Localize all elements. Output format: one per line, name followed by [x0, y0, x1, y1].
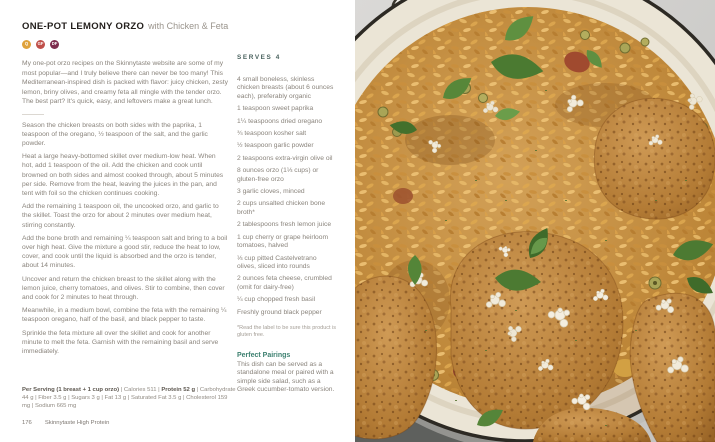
ingredient-item: 1 cup cherry or grape heirloom tomatoes, halved	[237, 233, 329, 250]
step-paragraph: Uncover and return the chicken breast to the skillet along with the lemon juice, cherry tomatoes, and olives. Stir to combine, then cover and cook for 2 minutes to heat through.	[22, 275, 225, 301]
step-paragraph: Meanwhile, in a medium bowl, combine the feta with the remaining ¼ teaspoon oregano, half of the basil, and black pepper to taste.	[22, 307, 227, 324]
ingredient-item: ½ teaspoon garlic powder	[237, 142, 314, 150]
dairy-free-badge-icon: DF	[50, 40, 59, 49]
ingredient-item: Freshly ground black pepper	[237, 308, 322, 316]
ingredients-column	[237, 54, 337, 395]
page-number: 176	[22, 420, 32, 426]
nutrition-serving-size: Per Serving (1 breast + 1 cup orzo)	[22, 386, 120, 393]
ingredient-item: 8 ounces orzo (1⅓ cups) or gluten-free orzo	[237, 167, 319, 183]
page-footer	[22, 420, 109, 426]
ingredient-item: 1 teaspoon sweet paprika	[237, 105, 314, 113]
ingredient-item: 2 cups unsalted chicken bone broth*	[237, 200, 326, 216]
step-paragraph: Sprinkle the feta mixture all over the skillet and cook for another minute to melt the feta. Garnish with the remaining basil and serve immediately.	[22, 329, 219, 355]
diet-badges	[22, 40, 228, 49]
ingredient-item: ¼ cup chopped fresh basil	[237, 296, 316, 304]
ingredient-item: 3 garlic cloves, minced	[237, 188, 305, 196]
perfect-pairings-heading: Perfect Pairings	[237, 351, 291, 359]
quick-badge-icon: Q	[22, 40, 31, 49]
step-paragraph: Season the chicken breasts on both sides with the paprika, 1 teaspoon of the oregano, ½ teaspoon of the salt, and the garlic powder.	[22, 121, 208, 147]
nutrition-protein: Protein 52 g	[161, 386, 196, 393]
nutrition-calories: | Calories 511 |	[119, 386, 162, 393]
section-divider	[22, 114, 44, 115]
chicken-breast	[594, 98, 715, 219]
gluten-free-footnote: *Read the label to be sure this product is gluten free.	[237, 324, 337, 339]
book-title: Skinnytaste High Protein	[44, 420, 110, 426]
recipe-header	[22, 16, 228, 34]
ingredient-item: 2 teaspoons extra-virgin olive oil	[237, 154, 333, 162]
gluten-free-badge-icon: GF	[36, 40, 45, 49]
step-paragraph: Add the bone broth and remaining ¼ teaspoon salt and bring to a boil over high heat. Give the mixture a good stir, reduce the heat to low, cover, and cook until the liquid is absorbed and the orzo is tender, about 14 minutes.	[22, 234, 228, 270]
recipe-subtitle: with Chicken & Feta	[148, 21, 229, 31]
dish-photo	[355, 0, 715, 442]
perfect-pairings-body: This dish can be served as a standalone meal or paired with a simple side salad, such as a Greek cucumber-tomato version.	[237, 360, 335, 394]
recipe-title: ONE-POT LEMONY ORZO	[22, 21, 145, 32]
nutrition-line	[22, 386, 236, 410]
recipe-text-column	[22, 16, 228, 360]
ingredient-item: 4 small boneless, skinless chicken breasts (about 6 ounces each), preferably organic	[237, 76, 334, 100]
step-paragraph: Add the remaining 1 teaspoon oil, the uncooked orzo, and garlic to the skillet. Toast the orzo for about 2 minutes over medium heat, stirring constantly.	[22, 203, 219, 229]
ingredient-item: 2 ounces feta cheese, crumbled (omit for dairy-free)	[237, 275, 332, 291]
ingredient-item: 1¼ teaspoons dried oregano	[237, 117, 323, 125]
step-paragraph: Heat a large heavy-bottomed skillet over medium-low heat. When hot, add 1 teaspoon of the oil. Add the chicken and cook until browned on both sides and almost cooked through, about 5 minutes per side. Remove from the heat, leaving the juices in the pan, and tent with foil so the chicken continues cooking.	[22, 153, 224, 197]
recipe-intro: My one-pot orzo recipes on the Skinnytaste website are some of my most popular—and I truly believe there can never be too many! This Mediterranean-inspired dish is packed with flavor: juicy chicken, zesty lemon, briny olives, and creamy feta all mingle with the tender orzo. The best part? It's quick, easy, and leftovers make a great lunch.	[22, 60, 228, 105]
serves-heading: SERVES 4	[237, 54, 281, 61]
ingredient-item: 2 tablespoons fresh lemon juice	[237, 221, 332, 229]
ingredient-item: ¾ teaspoon kosher salt	[237, 130, 307, 138]
ingredient-item: ⅓ cup pitted Castelvetrano olives, sliced into rounds	[237, 254, 317, 270]
nutrition-rest: | Carbohydrate 44 g | Fiber 3.5 g | Sugars 3 g | Fat 13 g | Saturated Fat 3.5 g | Cholesterol 159 mg | Sodium 665 mg	[22, 386, 236, 409]
